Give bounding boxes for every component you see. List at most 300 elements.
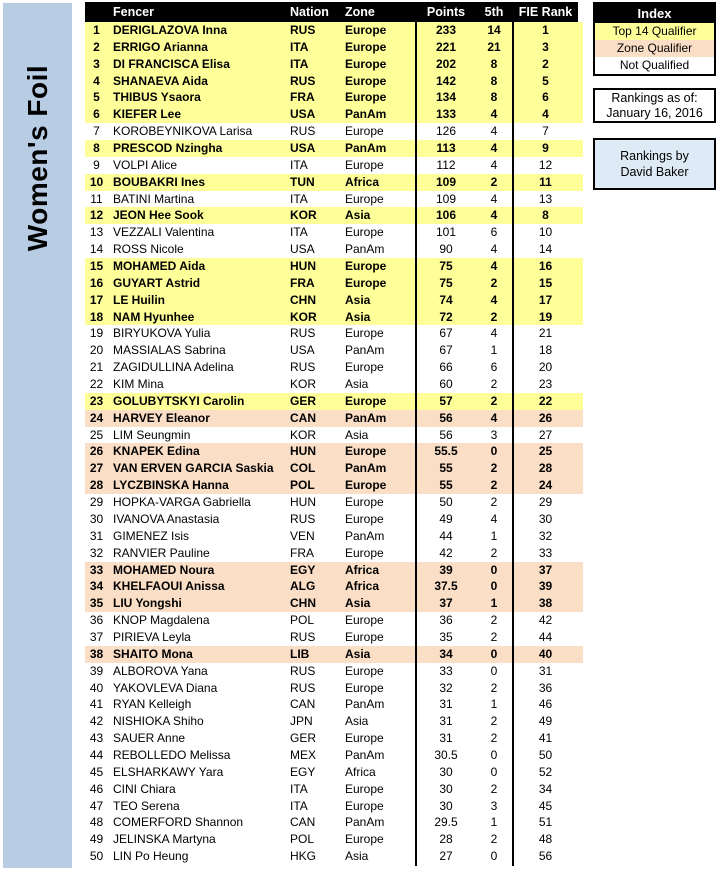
fifth-cell: 2 [490, 478, 498, 493]
fifth-cell: 4 [490, 259, 498, 274]
nation-cell: CAN [290, 815, 316, 830]
zone-cell: PanAm [345, 815, 385, 830]
nation-cell: EGY [290, 764, 316, 779]
rank-cell: 39 [89, 663, 104, 678]
zone-cell: Europe [345, 511, 384, 526]
table-row[interactable] [85, 22, 583, 39]
points-cell: 36 [439, 613, 453, 628]
fifth-cell: 2 [490, 714, 498, 729]
points-cell: 35 [439, 629, 453, 644]
fie-rank-cell: 7 [542, 124, 549, 139]
zone-cell: Europe [345, 259, 387, 274]
zone-cell: Asia [345, 646, 371, 661]
zone-cell: Europe [345, 444, 387, 459]
table-row[interactable] [85, 123, 583, 140]
fie-rank-cell: 44 [538, 629, 553, 644]
fencer-cell: MOHAMED Noura [113, 562, 215, 577]
table-header-row [85, 2, 578, 22]
rank-cell: 26 [89, 444, 104, 459]
fie-rank-cell: 50 [538, 747, 553, 762]
fencer-cell: ERRIGO Arianna [113, 39, 208, 54]
points-cell: 55 [439, 461, 453, 476]
nation-cell: FRA [290, 275, 315, 290]
fencer-cell: HOPKA-VARGA Gabriella [113, 495, 251, 510]
fie-rank-cell: 17 [538, 292, 553, 307]
fifth-cell: 0 [490, 849, 498, 864]
table-row[interactable] [85, 646, 583, 663]
table-row[interactable] [85, 764, 583, 781]
fie-rank-cell: 20 [538, 360, 553, 375]
table-row[interactable] [85, 443, 583, 460]
fie-rank-cell: 56 [538, 849, 553, 864]
legend-title: Index [595, 4, 714, 23]
table-row[interactable] [85, 292, 583, 309]
nation-cell: VEN [290, 528, 315, 543]
nation-cell: ITA [290, 191, 308, 206]
rank-cell: 33 [89, 562, 104, 577]
fifth-cell: 8 [490, 56, 498, 71]
fifth-cell: 2 [490, 174, 498, 189]
fie-rank-cell: 37 [538, 562, 553, 577]
table-row[interactable] [85, 629, 583, 646]
table-row[interactable] [85, 848, 583, 865]
legend-item: Not Qualified [595, 57, 714, 74]
fie-rank-cell: 38 [538, 596, 553, 611]
points-cell: 74 [439, 292, 453, 307]
fie-rank-cell: 22 [538, 393, 553, 408]
fencer-cell: LIU Yongshi [113, 596, 182, 611]
nation-cell: KOR [290, 208, 317, 223]
column-header-nation: Nation [290, 5, 329, 19]
rank-cell: 34 [89, 579, 104, 594]
rank-cell: 12 [89, 208, 104, 223]
fie-rank-cell: 33 [538, 545, 553, 560]
table-row[interactable] [85, 798, 583, 815]
fie-rank-cell: 42 [538, 613, 553, 628]
fie-rank-cell: 29 [538, 495, 553, 510]
rank-cell: 1 [93, 23, 100, 37]
zone-cell: Europe [345, 56, 387, 71]
rank-cell: 44 [89, 747, 104, 762]
table-row[interactable] [85, 562, 583, 579]
points-cell: 32 [439, 680, 453, 695]
fencer-cell: SHAITO Mona [113, 646, 193, 661]
zone-cell: Europe [345, 680, 384, 695]
nation-cell: HUN [290, 259, 316, 274]
table-row[interactable] [85, 747, 583, 764]
fencer-cell: BIRYUKOVA Yulia [113, 326, 211, 341]
zone-cell: Asia [345, 377, 369, 392]
fencer-cell: LE Huilin [113, 292, 165, 307]
fencer-cell: MASSIALAS Sabrina [113, 343, 226, 358]
zone-cell: Europe [345, 275, 387, 290]
points-cell: 44 [439, 528, 453, 543]
zone-cell: Europe [345, 124, 384, 139]
fie-rank-cell: 46 [538, 697, 553, 712]
fie-rank-cell: 11 [539, 174, 552, 189]
fie-rank-cell: 28 [538, 461, 553, 476]
table-row[interactable] [85, 241, 583, 258]
fifth-cell: 1 [490, 596, 498, 611]
column-header-zone: Zone [345, 5, 375, 19]
fencer-cell: RANVIER Pauline [113, 545, 210, 560]
fifth-cell: 0 [490, 444, 498, 459]
nation-cell: HUN [290, 495, 316, 510]
zone-cell: Asia [345, 309, 371, 324]
fifth-cell: 2 [490, 393, 498, 408]
zone-cell: Europe [345, 781, 384, 796]
table-row[interactable] [85, 140, 583, 157]
nation-cell: GER [290, 731, 317, 746]
table-row[interactable] [85, 89, 583, 106]
rank-cell: 19 [89, 326, 104, 341]
zone-cell: Asia [345, 714, 369, 729]
column-header-points: Points [426, 5, 466, 19]
table-row[interactable] [85, 427, 583, 444]
rank-cell: 18 [89, 309, 104, 324]
points-cell: 109 [435, 191, 457, 206]
fifth-cell: 4 [490, 208, 498, 223]
table-row[interactable] [85, 781, 583, 798]
fencer-cell: PIRIEVA Leyla [113, 629, 191, 644]
rank-cell: 6 [93, 107, 100, 122]
zone-cell: Africa [345, 174, 380, 189]
rank-cell: 16 [89, 275, 104, 290]
zone-cell: PanAm [345, 697, 385, 712]
points-cell: 37 [439, 596, 453, 611]
rankings-author-name: David Baker [620, 165, 689, 179]
zone-cell: Europe [345, 225, 384, 240]
sidebar [3, 3, 72, 868]
table-row[interactable] [85, 359, 583, 376]
points-cell: 72 [439, 309, 453, 324]
table-row[interactable] [85, 191, 583, 208]
table-row[interactable] [85, 578, 583, 595]
nation-cell: ITA [290, 798, 308, 813]
nation-cell: MEX [290, 747, 317, 762]
fie-rank-cell: 51 [538, 815, 553, 830]
fencer-cell: RYAN Kelleigh [113, 697, 192, 712]
points-cell: 28 [439, 832, 453, 847]
fifth-cell: 8 [490, 73, 498, 88]
table-row[interactable] [85, 325, 583, 342]
legend-item: Zone Qualifier [595, 40, 714, 57]
rank-cell: 27 [89, 461, 104, 476]
fifth-cell: 4 [490, 157, 498, 172]
nation-cell: COL [290, 461, 316, 476]
table-row[interactable] [85, 157, 583, 174]
table-row[interactable] [85, 393, 583, 410]
table-row[interactable] [85, 56, 583, 73]
rank-cell: 49 [89, 832, 104, 847]
nation-cell: RUS [290, 23, 316, 37]
rank-cell: 37 [89, 629, 104, 644]
points-cell: 50 [439, 495, 453, 510]
zone-cell: Europe [345, 360, 384, 375]
points-cell: 30.5 [434, 747, 458, 762]
fie-rank-cell: 31 [538, 663, 553, 678]
fie-rank-cell: 1 [542, 23, 549, 37]
nation-cell: POL [290, 832, 315, 847]
points-cell: 113 [436, 141, 456, 156]
table-row[interactable] [85, 376, 583, 393]
table-row[interactable] [85, 511, 583, 528]
column-header-fie-rank: FIE Rank [518, 5, 573, 19]
points-cell: 56 [439, 427, 453, 442]
fie-rank-cell: 24 [538, 478, 553, 493]
fie-rank-cell: 40 [538, 646, 553, 661]
points-cell: 39 [439, 562, 453, 577]
fifth-cell: 1 [490, 815, 498, 830]
rank-cell: 47 [89, 798, 104, 813]
fie-rank-cell: 19 [538, 309, 553, 324]
nation-cell: GER [290, 393, 317, 408]
fencer-cell: KIEFER Lee [113, 107, 182, 122]
rank-cell: 24 [89, 410, 104, 425]
table-row[interactable] [85, 309, 583, 326]
nation-cell: POL [290, 478, 315, 493]
points-cell: 31 [439, 697, 453, 712]
zone-cell: Asia [345, 427, 369, 442]
fifth-cell: 6 [490, 225, 498, 240]
fencer-cell: REBOLLEDO Melissa [113, 747, 231, 762]
zone-cell: Europe [345, 495, 384, 510]
fifth-cell: 2 [490, 461, 498, 476]
table-row[interactable] [85, 106, 583, 123]
zone-cell: PanAm [345, 141, 387, 156]
rank-cell: 7 [93, 124, 100, 139]
nation-cell: ITA [290, 781, 308, 796]
rank-cell: 9 [93, 157, 100, 172]
table-row[interactable] [85, 224, 583, 241]
rank-cell: 10 [89, 174, 104, 189]
points-cell: 221 [435, 39, 457, 54]
points-cell: 126 [435, 124, 457, 139]
zone-cell: Africa [345, 579, 380, 594]
points-cell: 27 [439, 849, 453, 864]
column-divider-points [415, 2, 417, 866]
table-row[interactable] [85, 460, 583, 477]
table-row[interactable] [85, 545, 583, 562]
fencer-cell: THIBUS Ysaora [113, 90, 201, 105]
table-row[interactable] [85, 275, 583, 292]
points-cell: 112 [436, 157, 456, 172]
nation-cell: ITA [290, 39, 309, 54]
rank-cell: 5 [93, 90, 100, 105]
fencer-cell: ALBOROVA Yana [113, 663, 208, 678]
fencer-cell: LIN Po Heung [113, 849, 189, 864]
fie-rank-cell: 12 [538, 157, 553, 172]
fifth-cell: 4 [490, 511, 498, 526]
nation-cell: FRA [290, 90, 315, 105]
column-divider-fie-rank [512, 2, 514, 866]
nation-cell: RUS [290, 124, 316, 139]
points-cell: 30 [439, 798, 453, 813]
rank-cell: 42 [89, 714, 104, 729]
fencer-cell: BATINI Martina [113, 191, 195, 206]
zone-cell: Europe [345, 663, 384, 678]
legend-item: Top 14 Qualifier [595, 23, 714, 40]
nation-cell: RUS [290, 629, 316, 644]
fifth-cell: 3 [490, 798, 498, 813]
nation-cell: HUN [290, 444, 316, 459]
fie-rank-cell: 4 [542, 107, 549, 122]
table-row[interactable] [85, 410, 583, 427]
table-row[interactable] [85, 174, 583, 191]
rank-cell: 31 [89, 528, 104, 543]
table-row[interactable] [85, 477, 583, 494]
points-cell: 56 [439, 410, 453, 425]
points-cell: 109 [435, 174, 457, 189]
rankings-author-box [593, 138, 716, 190]
points-cell: 101 [435, 225, 457, 240]
zone-cell: Europe [345, 798, 384, 813]
points-cell: 60 [439, 377, 453, 392]
fie-rank-cell: 26 [538, 410, 553, 425]
zone-cell: Europe [345, 478, 387, 493]
fencer-cell: LIM Seungmin [113, 427, 191, 442]
nation-cell: RUS [290, 663, 316, 678]
nation-cell: TUN [290, 174, 315, 189]
rank-cell: 22 [89, 377, 104, 392]
zone-cell: Europe [345, 157, 384, 172]
nation-cell: KOR [290, 427, 317, 442]
table-row[interactable] [85, 494, 583, 511]
nation-cell: CAN [290, 697, 316, 712]
fencer-cell: VOLPI Alice [113, 157, 178, 172]
rank-cell: 15 [89, 259, 104, 274]
rank-cell: 48 [89, 815, 104, 830]
fifth-cell: 2 [490, 275, 498, 290]
fifth-cell: 1 [490, 528, 498, 543]
fencer-cell: COMERFORD Shannon [113, 815, 244, 830]
fifth-cell: 0 [490, 646, 498, 661]
points-cell: 134 [435, 90, 457, 105]
rankings-table [85, 2, 583, 865]
fencer-cell: KOROBEYNIKOVA Larisa [113, 124, 253, 139]
column-header-fencer: Fencer [113, 5, 154, 19]
nation-cell: ITA [290, 225, 308, 240]
fencer-cell: VAN ERVEN GARCIA Saskia [113, 461, 274, 476]
nation-cell: JPN [290, 714, 313, 729]
zone-cell: PanAm [345, 747, 385, 762]
fie-rank-cell: 18 [538, 343, 553, 358]
fifth-cell: 21 [487, 39, 501, 54]
zone-cell: PanAm [345, 528, 385, 543]
table-row[interactable] [85, 258, 583, 275]
zone-cell: PanAm [345, 107, 387, 122]
page-title: Women's Foil [21, 64, 53, 252]
rank-cell: 23 [89, 393, 104, 408]
table-row[interactable] [85, 595, 583, 612]
table-body [85, 22, 583, 865]
table-row[interactable] [85, 831, 583, 848]
fifth-cell: 2 [490, 629, 498, 644]
fifth-cell: 6 [490, 360, 498, 375]
rank-cell: 8 [93, 141, 100, 156]
fifth-cell: 4 [490, 326, 498, 341]
fifth-cell: 1 [490, 343, 498, 358]
zone-cell: Africa [345, 764, 376, 779]
nation-cell: RUS [290, 511, 316, 526]
nation-cell: EGY [290, 562, 316, 577]
fie-rank-cell: 3 [542, 39, 549, 54]
fifth-cell: 4 [490, 410, 498, 425]
zone-cell: Europe [345, 613, 384, 628]
fie-rank-cell: 27 [538, 427, 553, 442]
rank-cell: 45 [89, 764, 104, 779]
table-row[interactable] [85, 814, 583, 831]
table-row[interactable] [85, 612, 583, 629]
fie-rank-cell: 10 [538, 225, 553, 240]
fie-rank-cell: 15 [538, 275, 553, 290]
fifth-cell: 0 [490, 579, 498, 594]
rank-cell: 29 [89, 495, 104, 510]
zone-cell: Europe [345, 326, 384, 341]
fie-rank-cell: 32 [538, 528, 553, 543]
points-cell: 202 [435, 56, 457, 71]
table-row[interactable] [85, 696, 583, 713]
zone-cell: PanAm [345, 343, 385, 358]
nation-cell: RUS [290, 360, 316, 375]
rank-cell: 11 [90, 191, 103, 206]
table-row[interactable] [85, 73, 583, 90]
rankings-date-label: Rankings as of: [611, 90, 698, 105]
nation-cell: USA [290, 343, 315, 358]
table-row[interactable] [85, 730, 583, 747]
rank-cell: 25 [89, 427, 104, 442]
table-row[interactable] [85, 342, 583, 359]
nation-cell: USA [290, 242, 315, 257]
fencer-cell: ELSHARKAWY Yara [113, 764, 224, 779]
points-cell: 33 [439, 663, 453, 678]
table-row[interactable] [85, 207, 583, 224]
points-cell: 31 [439, 714, 453, 729]
points-cell: 55 [439, 478, 453, 493]
rank-cell: 30 [89, 511, 104, 526]
table-row[interactable] [85, 680, 583, 697]
table-row[interactable] [85, 713, 583, 730]
fencer-cell: PRESCOD Nzingha [113, 141, 223, 156]
points-cell: 75 [439, 259, 453, 274]
column-header-5th: 5th [484, 5, 504, 19]
fencer-cell: NISHIOKA Shiho [113, 714, 204, 729]
fencer-cell: MOHAMED Aida [113, 259, 206, 274]
rank-cell: 50 [89, 849, 104, 864]
points-cell: 42 [439, 545, 453, 560]
fie-rank-cell: 13 [538, 191, 553, 206]
points-cell: 31 [439, 731, 453, 746]
rank-cell: 14 [89, 242, 104, 257]
fencer-cell: GUYART Astrid [113, 275, 201, 290]
fencer-cell: DERIGLAZOVA Inna [113, 23, 227, 37]
fie-rank-cell: 41 [538, 731, 553, 746]
qualification-legend [593, 2, 716, 76]
nation-cell: ITA [290, 157, 308, 172]
points-cell: 142 [435, 73, 457, 88]
rank-cell: 38 [89, 646, 104, 661]
table-row[interactable] [85, 39, 583, 56]
rank-cell: 13 [89, 225, 104, 240]
fencer-cell: ZAGIDULLINA Adelina [113, 360, 234, 375]
points-cell: 75 [439, 275, 453, 290]
nation-cell: RUS [290, 73, 316, 88]
table-row[interactable] [85, 663, 583, 680]
fie-rank-cell: 34 [538, 781, 553, 796]
nation-cell: ALG [290, 579, 316, 594]
table-row[interactable] [85, 528, 583, 545]
points-cell: 29.5 [434, 815, 458, 830]
